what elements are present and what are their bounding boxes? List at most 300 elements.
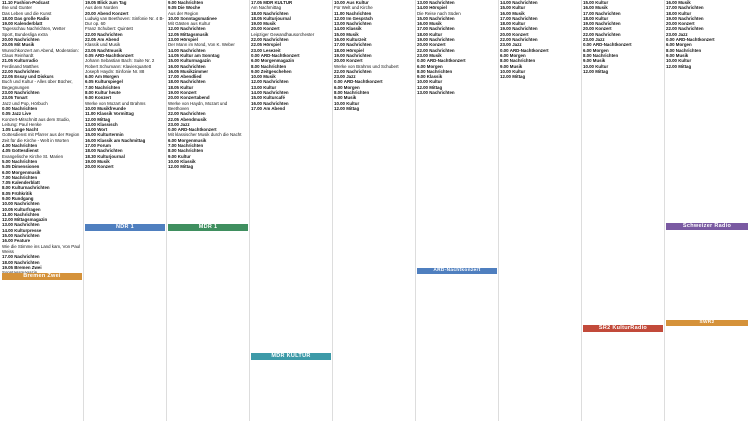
- program-time: 19.00: [334, 52, 345, 58]
- program-entry: [2, 79, 82, 90]
- program-title: Kultur: [263, 84, 277, 90]
- program-title: Zeitgeschehen: [260, 68, 292, 74]
- program-title: Hörspiel: [429, 5, 447, 11]
- column-divider: [581, 0, 582, 421]
- program-title: Nachrichten: [180, 79, 206, 85]
- program-description: Am Nachmittag: [251, 5, 282, 11]
- program-description: Jazz und Pop, Hörbuch: [2, 100, 48, 106]
- program-time: 14.00: [85, 127, 96, 133]
- program-time: 13.00: [417, 0, 428, 5]
- program-title: Essay und Diskurs: [14, 74, 54, 80]
- station-header-ndr1: NDR 1: [85, 224, 165, 231]
- program-time: 19.00: [417, 37, 428, 43]
- program-title: Mittagsmusik: [180, 31, 209, 37]
- listing-column-1: [2, 0, 82, 421]
- program-title: Mit Musik: [14, 42, 35, 48]
- program-time: 16.05: [168, 68, 179, 74]
- program-time: 11.00: [2, 211, 13, 217]
- program-description: Zeit für die Kirche - Welt in Worten: [2, 137, 69, 143]
- program-title: Nachrichten: [512, 0, 538, 5]
- program-title: Hörspiel: [346, 47, 364, 53]
- program-title: Nachrichten: [97, 31, 123, 37]
- program-time: 23.00: [168, 121, 179, 127]
- program-title: Nachrichten: [177, 143, 204, 149]
- program-time: 17.00: [417, 26, 428, 32]
- program-title: Mittag: [180, 164, 194, 170]
- program-title: Konzert: [97, 164, 114, 170]
- program-title: Nachrichten: [345, 10, 372, 16]
- program-description: Johann Sebastian Bach: Suite Nr. 2: [85, 58, 155, 64]
- program-description: Klassik und Musik: [85, 42, 121, 48]
- program-title: Nachrichten: [263, 37, 289, 43]
- program-time: 10.00: [168, 158, 179, 164]
- program-title: Abendlied: [180, 74, 202, 80]
- program-time: 16.00: [417, 21, 428, 27]
- program-title: Abendmusik: [180, 116, 207, 122]
- program-description: Mit klassischer Musik durch die Nacht: [168, 132, 242, 138]
- program-title: ARD-Nachtkonzert: [592, 42, 632, 48]
- program-time: 6.00: [666, 42, 675, 48]
- program-title: Dimensionen: [11, 164, 40, 170]
- program-title: Nachrichten: [180, 63, 206, 69]
- program-title: ARD-Nachtkonzert: [509, 47, 549, 53]
- program-title: Kulturnachrichten: [11, 185, 50, 191]
- program-time: 9.00: [334, 95, 343, 101]
- program-time: 19.05: [85, 0, 96, 5]
- program-time: 14.00: [500, 0, 511, 5]
- program-title: Die Woche: [177, 5, 201, 11]
- program-time: 16.00: [500, 10, 511, 16]
- program-time: 19.00: [583, 21, 594, 27]
- program-entry: [85, 164, 165, 169]
- program-time: 18.05: [251, 15, 262, 21]
- program-title: Morgen: [675, 42, 692, 48]
- program-title: Mittag: [512, 74, 526, 80]
- program-time: 15.00: [168, 58, 179, 64]
- program-title: Nachrichten: [14, 233, 40, 239]
- program-time: 0.00: [251, 52, 260, 58]
- program-time: 6.00: [334, 84, 343, 90]
- program-description: Werke von Brahms und Schubert: [334, 63, 399, 69]
- program-title: Nachrichten: [595, 21, 621, 27]
- program-time: 20.00: [85, 164, 96, 170]
- program-time: 13.00: [417, 90, 428, 96]
- program-description: Wunschkonzert am Abend, Moderation: Claus Reinhardt: [2, 47, 79, 58]
- program-time: 0.00: [417, 58, 426, 64]
- program-title: Rundgang: [11, 195, 34, 201]
- program-title: Kultur: [678, 10, 692, 16]
- program-title: Klassik: [426, 74, 443, 80]
- listing-column-3: [168, 0, 248, 421]
- program-time: 16.00: [2, 238, 13, 244]
- program-description: Die Reise nach Süden: [417, 10, 461, 16]
- program-time: 20.00: [583, 26, 594, 32]
- program-time: 12.00: [251, 79, 262, 85]
- program-time: 13.00: [251, 84, 262, 90]
- program-time: 16.00: [85, 137, 96, 143]
- program-title: Nachrichten: [592, 52, 619, 58]
- program-entry: [251, 106, 331, 111]
- listing-column-7: [500, 0, 580, 421]
- program-time: 16.00: [334, 37, 345, 43]
- program-time: 9.05: [168, 5, 177, 11]
- program-time: 10.00: [334, 0, 345, 5]
- program-title: Forum: [97, 143, 111, 149]
- program-title: Morgenmusik: [177, 137, 207, 143]
- program-time: 23.00: [251, 47, 262, 53]
- program-title: Frühkritik: [11, 190, 33, 196]
- program-time: 20.00: [417, 42, 428, 48]
- program-time: 15.00: [85, 132, 96, 138]
- program-time: 6.00: [168, 137, 177, 143]
- program-title: Konzert: [512, 31, 529, 37]
- program-title: Klassik am Nachmittag: [97, 137, 146, 143]
- program-time: 6.00: [417, 63, 426, 69]
- program-entry: [666, 64, 748, 69]
- program-title: Nachrichten: [509, 58, 536, 64]
- program-time: 11.00: [85, 111, 96, 117]
- program-title: Blick zum Tag: [97, 0, 127, 5]
- program-time: 14.00: [2, 227, 13, 233]
- program-time: 16.00: [666, 0, 677, 5]
- program-time: 8.00: [500, 58, 509, 64]
- program-time: 10.00: [666, 58, 677, 64]
- column-divider: [83, 0, 84, 421]
- program-title: Nachrichten: [512, 37, 538, 43]
- program-description: Ilse und Gunter: [2, 5, 33, 11]
- program-title: Morgenmagazin: [260, 58, 295, 64]
- listing-column-9: [666, 0, 748, 421]
- program-title: Mittag: [97, 116, 111, 122]
- program-title: Morgenmusik: [11, 169, 41, 175]
- program-title: Musik: [512, 10, 525, 16]
- program-time: 15.00: [2, 233, 13, 239]
- program-time: 7.00: [2, 174, 11, 180]
- program-title: Musik: [346, 31, 359, 37]
- program-description: Ferdinand Matthes: [2, 63, 39, 69]
- program-title: Nachrichten: [429, 90, 455, 96]
- program-time: 18.00: [85, 148, 96, 154]
- program-title: Am Abend: [97, 37, 120, 43]
- program-time: 23.00: [583, 37, 594, 43]
- program-time: 10.00: [334, 100, 345, 106]
- program-time: 17.00: [500, 15, 511, 21]
- program-title: Lange Nacht: [11, 127, 39, 133]
- program-entry: [85, 16, 165, 27]
- program-title: Konzert: [263, 26, 280, 32]
- program-entry: [334, 106, 414, 111]
- program-time: 8.00: [168, 148, 177, 154]
- program-title: Nachrichten: [346, 68, 372, 74]
- program-title: Im Gespräch: [346, 15, 373, 21]
- program-title: Konzert: [180, 90, 197, 96]
- program-description: Tagesschau Nachrichten, Wetter: [2, 26, 66, 32]
- program-time: 13.00: [85, 121, 96, 127]
- program-time: 1.05: [2, 127, 11, 133]
- program-time: 8.00: [251, 63, 260, 69]
- program-time: 9.00: [251, 68, 260, 74]
- program-title: MDR KULTUR: [263, 0, 293, 5]
- program-title: Konzert: [595, 26, 612, 32]
- listing-column-8: [583, 0, 663, 421]
- program-time: 5.00: [2, 158, 11, 164]
- program-time: 10.00: [417, 79, 428, 85]
- program-title: Musik: [263, 21, 276, 27]
- program-time: 18.05: [168, 84, 179, 90]
- program-title: Nachrichten: [263, 79, 289, 85]
- program-time: 23.00: [334, 74, 345, 80]
- program-title: Nachrichten: [346, 42, 372, 48]
- station-header-bremen-zwei: Bremen Zwei: [2, 273, 82, 280]
- program-title: Nachrichten: [11, 158, 38, 164]
- program-title: Kultur: [180, 84, 194, 90]
- program-time: 8.05: [2, 190, 11, 196]
- program-title: Am Abend: [263, 105, 286, 111]
- program-title: Nachrichten: [180, 111, 206, 117]
- program-title: Klassik: [346, 26, 362, 32]
- program-title: Kultur: [346, 100, 360, 106]
- program-time: 9.00: [168, 153, 177, 159]
- program-title: Am Morgen: [94, 74, 119, 80]
- program-time: 12.00: [168, 26, 179, 32]
- program-time: 12.00: [583, 68, 594, 74]
- program-title: Nachrichten: [595, 10, 621, 16]
- program-title: Nachrichten: [14, 90, 40, 96]
- program-time: 8.00: [583, 52, 592, 58]
- program-time: 18.00: [251, 10, 262, 16]
- program-title: Jazz Live: [11, 111, 32, 117]
- program-title: Morgen: [592, 47, 609, 53]
- program-title: Klassisch: [97, 121, 118, 127]
- program-title: Nachrichten: [429, 0, 455, 5]
- program-description: Buch und Kultur - Alles über Bücher, Begegnungen: [2, 79, 73, 90]
- program-time: 11.00: [334, 10, 345, 16]
- column-divider: [166, 0, 167, 421]
- station-header-schweizer-radio: Schweizer Radio: [666, 223, 748, 230]
- program-time: 7.00: [168, 143, 177, 149]
- column-8-entries: [583, 0, 663, 74]
- program-time: 9.00: [85, 95, 94, 101]
- program-time: 18.00: [666, 10, 677, 16]
- program-time: 0.00: [2, 105, 11, 111]
- program-time: 15.00: [334, 31, 345, 37]
- program-time: 14.00: [417, 5, 428, 11]
- program-time: 22.05: [85, 37, 96, 43]
- program-title: Nachrichten: [14, 201, 40, 207]
- program-time: 6.05: [85, 79, 94, 85]
- program-title: Gottesdienst: [11, 148, 39, 154]
- program-title: Mittag: [346, 105, 360, 111]
- program-title: Kulturcafé: [263, 95, 285, 101]
- program-title: Aus Kultur: [346, 0, 369, 5]
- program-time: 6.00: [583, 47, 592, 53]
- column-4-entries: [251, 0, 331, 111]
- column-divider: [498, 0, 499, 421]
- program-time: 23.05: [2, 95, 13, 101]
- program-time: 22.00: [500, 37, 511, 43]
- program-title: Nachrichten: [97, 148, 123, 154]
- program-time: 12.00: [334, 105, 345, 111]
- program-title: Musik: [429, 52, 442, 58]
- program-title: Kalenderblatt: [14, 21, 43, 27]
- program-title: Wort: [97, 127, 108, 133]
- program-title: Nachrichten: [595, 31, 621, 37]
- program-time: 22.05: [251, 42, 262, 48]
- program-time: 17.00: [85, 143, 96, 149]
- program-title: Kulturzeit: [346, 37, 367, 43]
- program-time: 22.05: [2, 74, 13, 80]
- program-time: 15.00: [417, 15, 428, 21]
- program-time: 23.00: [2, 90, 13, 96]
- program-title: Feature: [14, 238, 31, 244]
- program-title: Musik: [595, 5, 608, 11]
- program-description: Leipziger Gewandhausorchester: [251, 31, 315, 37]
- program-time: 15.00: [583, 0, 594, 5]
- program-time: 10.00: [168, 15, 179, 21]
- program-time: 22.05: [168, 116, 179, 122]
- program-time: 22.00: [583, 31, 594, 37]
- program-title: ARD-Nachtkonzert: [177, 127, 217, 133]
- program-time: 20.00: [334, 58, 345, 64]
- program-time: 20.00: [666, 21, 677, 27]
- program-time: 12.00: [85, 116, 96, 122]
- program-time: 12.00: [666, 63, 677, 69]
- program-title: Jazz: [346, 74, 356, 80]
- program-entry: [2, 48, 82, 59]
- program-title: Musik: [343, 95, 357, 101]
- column-divider: [332, 0, 333, 421]
- program-title: ARD-Nachtkonzert: [343, 79, 383, 85]
- program-title: Kalenderblatt: [11, 180, 40, 186]
- program-time: 17.00: [666, 5, 677, 11]
- program-time: 18.00: [2, 259, 13, 265]
- program-title: Kultur: [512, 21, 526, 27]
- program-description: Gottesdienst mit Pfarrer aus der Region: [2, 132, 80, 138]
- program-time: 11.10: [2, 0, 13, 5]
- program-title: Nachrichten: [14, 259, 40, 265]
- program-title: Nachrichten: [678, 15, 704, 21]
- program-title: Das große Radio: [14, 15, 50, 21]
- program-time: 20.00: [2, 37, 13, 43]
- program-time: 14.05: [168, 52, 179, 58]
- program-time: 23.00: [500, 42, 511, 48]
- program-entry: [417, 90, 497, 95]
- program-title: Nachrichten: [11, 143, 38, 149]
- program-title: Hörspiel: [180, 37, 198, 43]
- program-title: Morgen: [343, 84, 360, 90]
- program-title: Nachrichten: [429, 37, 455, 43]
- column-1-entries: [2, 0, 82, 275]
- program-title: Kultur am Sonntag: [180, 52, 220, 58]
- column-9-entries: [666, 0, 748, 69]
- program-title: Mittagsmagazin: [14, 217, 48, 223]
- program-time: 0.00: [500, 47, 509, 53]
- program-time: 17.00: [168, 74, 179, 80]
- program-title: Jazz: [595, 37, 605, 43]
- program-time: 22.00: [168, 111, 179, 117]
- program-time: 12.00: [168, 164, 179, 170]
- program-description: Robert Schumann: Klavierquartett: [85, 63, 152, 69]
- program-time: 19.00: [168, 90, 179, 96]
- program-title: Klassik Vormittag: [96, 111, 134, 117]
- program-title: Kultur: [595, 0, 609, 5]
- program-time: 20.00: [85, 10, 96, 16]
- program-time: 0.00: [334, 79, 343, 85]
- program-entry: [500, 74, 580, 79]
- program-time: 10.00: [2, 201, 13, 207]
- program-title: Nachrichten: [675, 47, 702, 53]
- program-title: Nachrichten: [94, 84, 121, 90]
- program-title: Musik: [429, 21, 442, 27]
- program-title: Morgen: [509, 52, 526, 58]
- program-title: Hörspiel: [263, 42, 281, 48]
- program-title: Nachrichten: [346, 21, 372, 27]
- program-time: 0.05: [2, 111, 11, 117]
- program-time: 15.00: [251, 95, 262, 101]
- column-divider: [249, 0, 250, 421]
- program-time: 10.05: [2, 206, 13, 212]
- program-time: 12.00: [334, 15, 345, 21]
- listing-column-5: [334, 0, 414, 421]
- station-header-sr2-kultur: SR2 KulturRadio: [583, 325, 663, 332]
- program-time: 16.00: [583, 5, 594, 11]
- program-title: Nachrichten: [678, 26, 704, 32]
- program-entry: [168, 101, 248, 112]
- program-title: Kulturradio: [14, 58, 38, 64]
- program-title: Kulturfragen: [14, 206, 41, 212]
- program-time: 18.00: [168, 79, 179, 85]
- column-6-entries: [417, 0, 497, 95]
- program-time: 9.00: [417, 74, 426, 80]
- column-3-entries: [168, 0, 248, 170]
- program-title: Nachrichten: [429, 15, 455, 21]
- program-time: 22.00: [2, 68, 13, 74]
- program-time: 18.00: [334, 47, 345, 53]
- program-description: Der Mann im Mond, Von K. Weber: [168, 42, 235, 48]
- program-description: Konzert-Mitschnitt aus dem Studio, Leitung: Paul Henke: [2, 116, 71, 127]
- program-time: 0.00: [583, 42, 592, 48]
- listing-column-6: [417, 0, 497, 421]
- column-5-entries: [334, 0, 414, 111]
- program-title: Nachrichten: [14, 68, 40, 74]
- program-time: 18.00: [583, 15, 594, 21]
- program-title: Nachrichten: [14, 254, 40, 260]
- program-time: 19.00: [2, 21, 13, 27]
- program-title: Musik: [592, 58, 606, 64]
- program-time: 17.00: [2, 254, 13, 260]
- program-time: 13.00: [2, 222, 13, 228]
- program-description: Werke von Haydn, Mozart und Beethoven: [168, 100, 228, 111]
- program-time: 14.00: [168, 47, 179, 53]
- program-title: Nachrichten: [180, 26, 206, 32]
- program-time: 21.05: [2, 58, 13, 64]
- program-title: Kulturspiegel: [94, 79, 123, 85]
- program-title: Nachrichten: [177, 148, 204, 154]
- program-title: Nachrichten: [177, 0, 204, 5]
- program-time: 10.00: [85, 105, 96, 111]
- program-time: 20.00: [251, 26, 262, 32]
- program-title: Fashion-Podcast: [13, 0, 50, 5]
- program-time: 8.00: [2, 185, 11, 191]
- program-title: Tonart: [14, 95, 28, 101]
- program-time: 7.05: [2, 180, 11, 186]
- program-entry: [583, 69, 663, 74]
- program-time: 23.05: [85, 47, 96, 53]
- program-time: 8.00: [666, 47, 675, 53]
- program-title: Konzert: [346, 58, 363, 64]
- program-title: Nachrichten: [11, 105, 38, 111]
- program-title: Mittag: [678, 63, 692, 69]
